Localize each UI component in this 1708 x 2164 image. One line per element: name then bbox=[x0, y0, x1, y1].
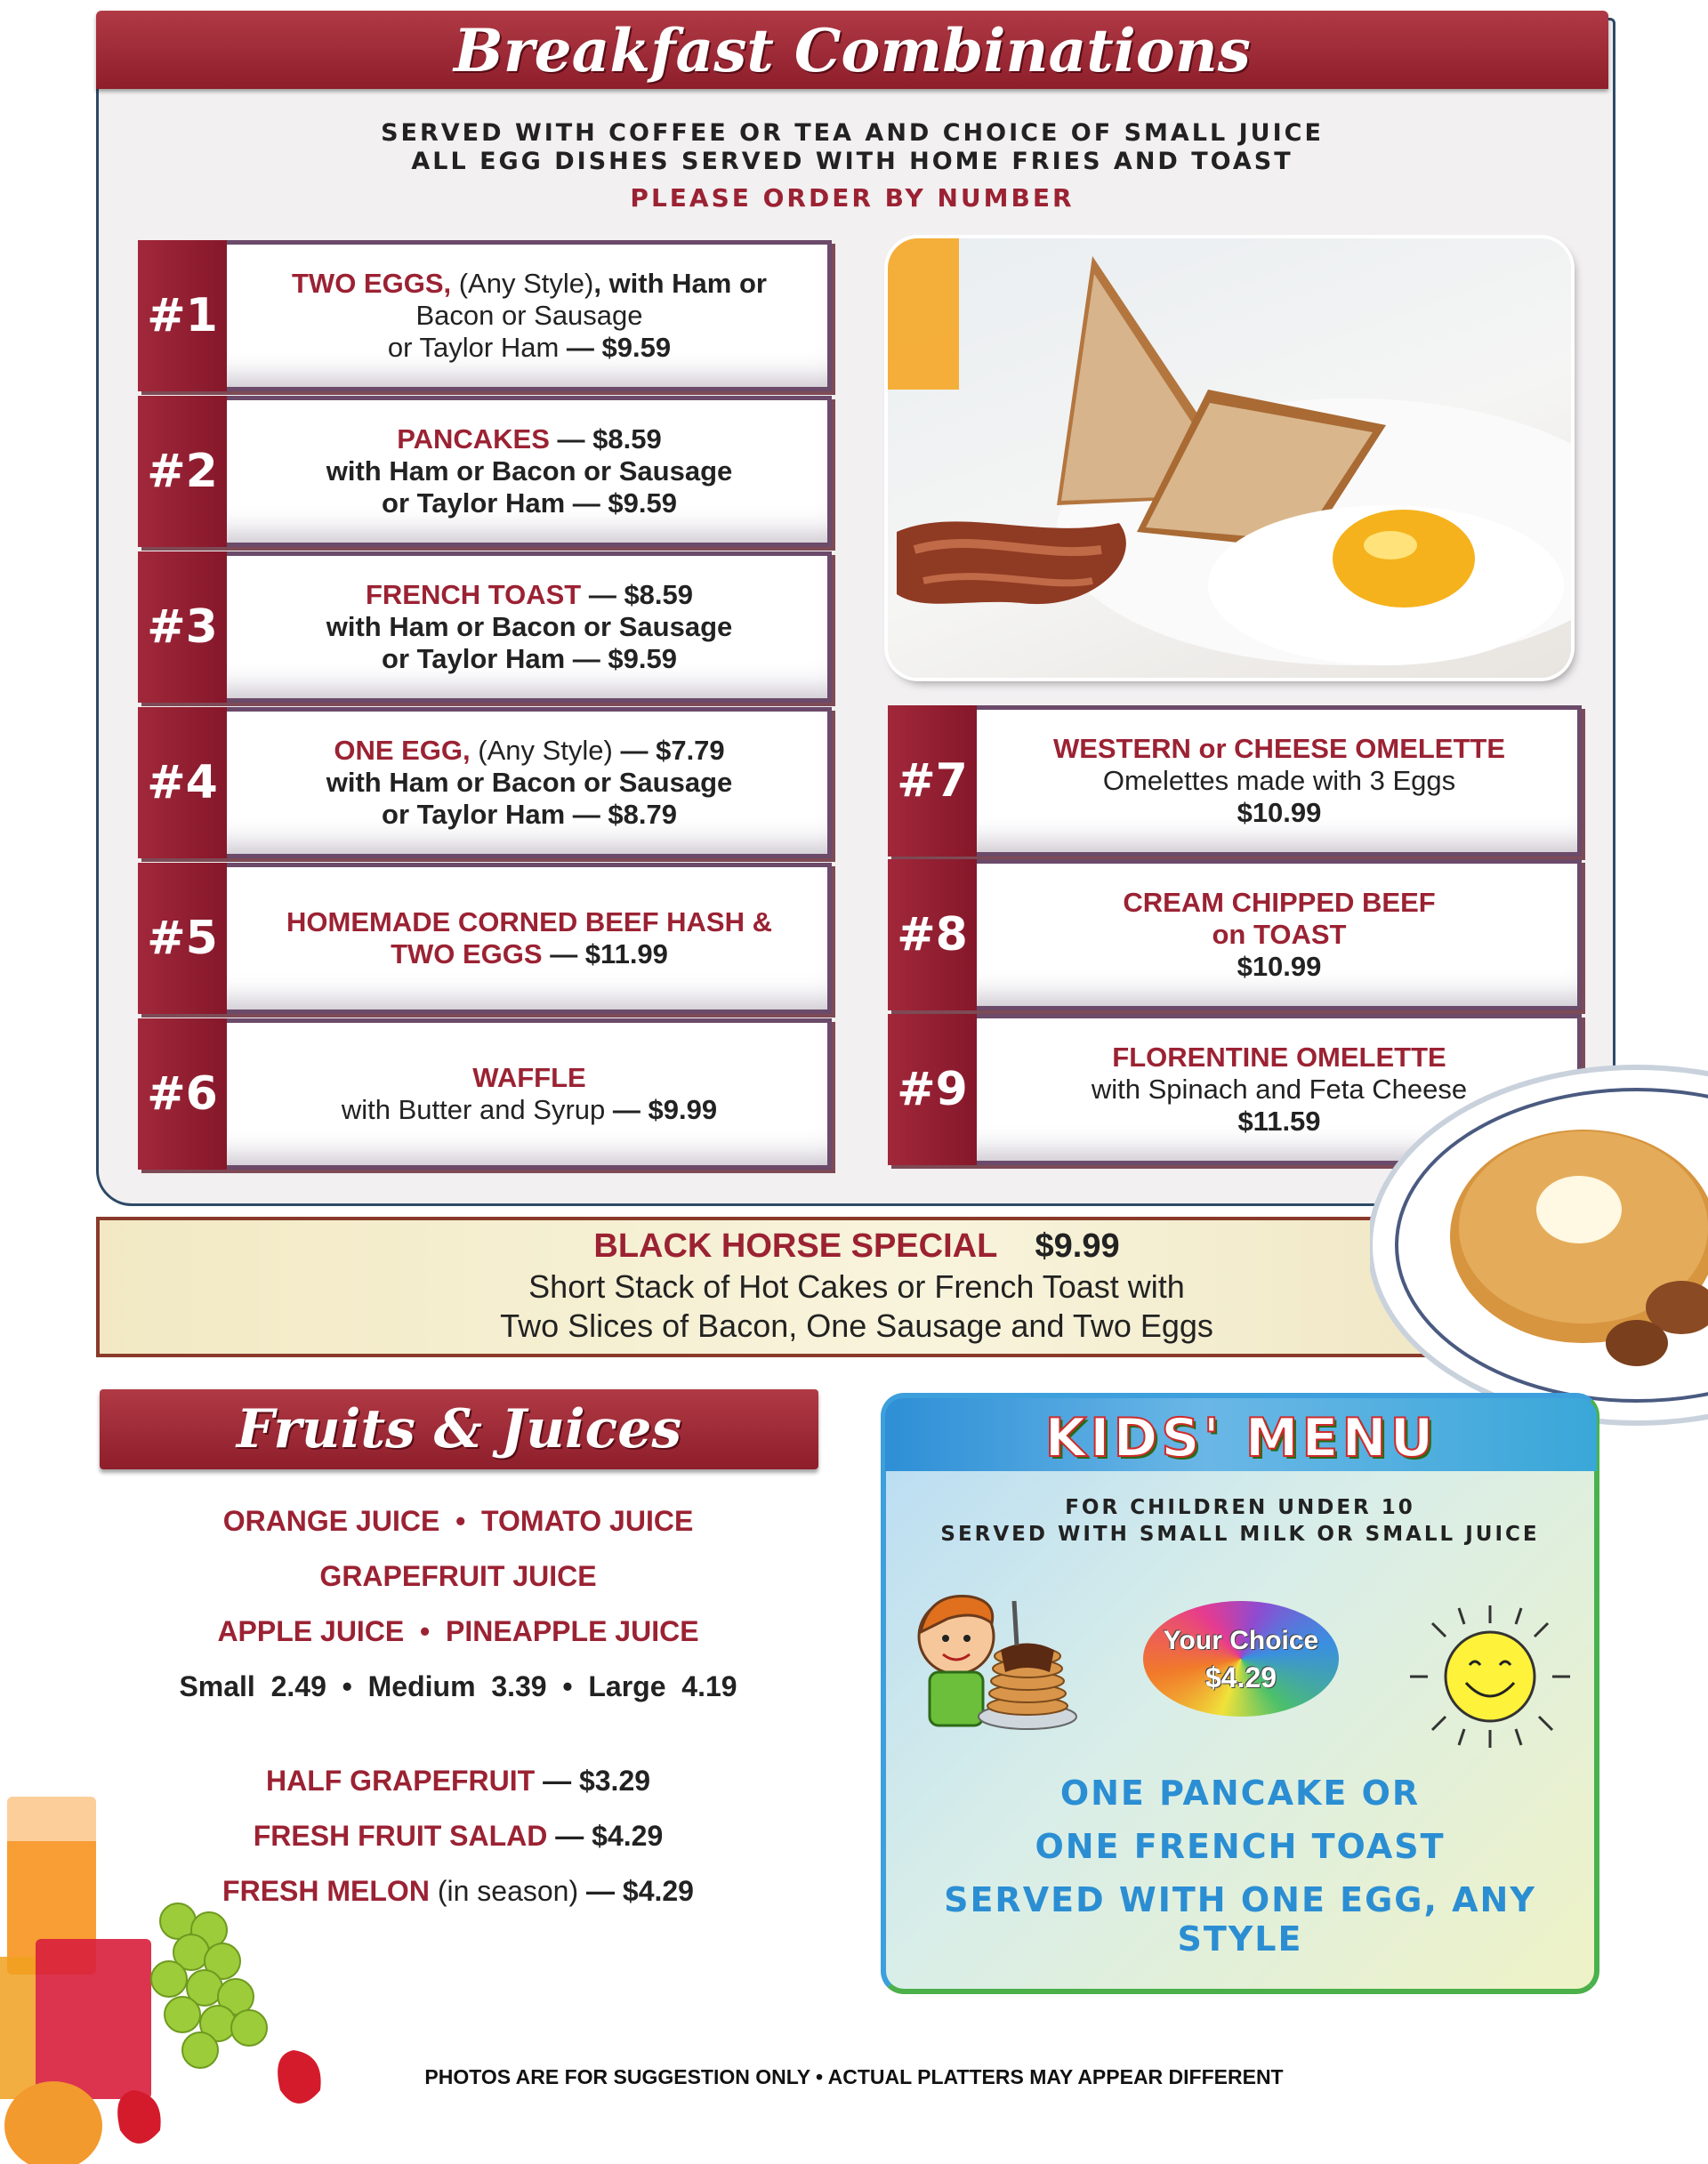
combo-text: with Ham or Bacon or Sausage bbox=[326, 767, 733, 798]
your-choice-badge bbox=[1143, 1601, 1339, 1717]
tomato-juice: TOMATO JUICE bbox=[481, 1505, 694, 1537]
combo-name: ONE EGG, bbox=[334, 735, 471, 766]
your-choice-label: Your Choice bbox=[1163, 1626, 1319, 1655]
combo-6 bbox=[138, 1018, 832, 1170]
kids-line-2: ONE FRENCH TOAST bbox=[1035, 1827, 1446, 1866]
combo-price: — $9.59 bbox=[559, 332, 672, 363]
combo-4 bbox=[138, 707, 832, 858]
fruit-item-name: FRESH FRUIT SALAD bbox=[253, 1820, 548, 1852]
breakfast-photo bbox=[888, 238, 1571, 678]
combo-text: Bacon or Sausage bbox=[415, 300, 643, 331]
combo-name: on TOAST bbox=[1212, 919, 1347, 950]
fruit-item-price: — $3.29 bbox=[535, 1765, 651, 1797]
combo-text: or Taylor Ham — $9.59 bbox=[382, 643, 677, 674]
breakfast-info-line-1: SERVED WITH COFFEE OR TEA AND CHOICE OF SMALL JUICE bbox=[381, 119, 1324, 147]
combo-text: Omelettes made with 3 Eggs bbox=[1102, 765, 1456, 796]
combo-price: — $11.99 bbox=[542, 938, 668, 969]
combo-name: PANCAKES bbox=[397, 423, 550, 455]
fruit-item-name: HALF GRAPEFRUIT bbox=[265, 1765, 536, 1797]
combo-8 bbox=[888, 859, 1582, 1010]
apple-juice: APPLE JUICE bbox=[217, 1615, 405, 1647]
combo-note: (Any Style) bbox=[470, 735, 613, 766]
combo-name: WESTERN or CHEESE OMELETTE bbox=[1052, 733, 1506, 764]
pancake-photo bbox=[1370, 1058, 1708, 1432]
combo-name: CREAM CHIPPED BEEF bbox=[1123, 887, 1436, 918]
combo-price: — $7.79 bbox=[612, 735, 725, 766]
combo-price: — $9.99 bbox=[605, 1094, 718, 1125]
combo-text: with Butter and Syrup bbox=[341, 1094, 606, 1125]
combo-name: WAFFLE bbox=[472, 1062, 586, 1093]
fruits-title: Fruits & Juices bbox=[236, 1398, 682, 1460]
combo-number: #6 bbox=[138, 1018, 227, 1170]
fruit-item-note: (in season) bbox=[429, 1875, 579, 1907]
breakfast-info-line-2: ALL EGG DISHES SERVED WITH HOME FRIES AND TOAST bbox=[411, 148, 1293, 175]
combo-text: with Ham or Bacon or Sausage bbox=[326, 611, 733, 642]
combo-7 bbox=[888, 705, 1582, 857]
combo-name: TWO EGGS bbox=[391, 938, 543, 969]
juice-line-1: ORANGE JUICE • TOMATO JUICE bbox=[222, 1505, 694, 1537]
combo-number: #7 bbox=[888, 705, 977, 857]
combo-text: or Taylor Ham — $9.59 bbox=[382, 487, 677, 519]
combo-text: , with Ham or bbox=[593, 268, 767, 299]
combo-number: #2 bbox=[138, 396, 227, 547]
kids-line-1: ONE PANCAKE OR bbox=[1059, 1774, 1421, 1813]
juice-line-3: APPLE JUICE • PINEAPPLE JUICE bbox=[217, 1615, 699, 1647]
fruit-item-price: — $4.29 bbox=[578, 1875, 694, 1907]
combo-3 bbox=[138, 551, 832, 703]
combo-number: #5 bbox=[138, 863, 227, 1014]
kids-line-3: SERVED WITH ONE EGG, ANY STYLE bbox=[944, 1880, 1536, 1959]
combo-name: HOMEMADE CORNED BEEF HASH & bbox=[286, 906, 772, 937]
photo-disclaimer: PHOTOS ARE FOR SUGGESTION ONLY • ACTUAL PLATTERS MAY APPEAR DIFFERENT bbox=[424, 2065, 1284, 2088]
breakfast-title: Breakfast Combinations bbox=[454, 16, 1251, 85]
combo-price: — $8.59 bbox=[549, 423, 662, 455]
special-name: BLACK HORSE SPECIAL bbox=[593, 1227, 998, 1265]
fruit-item-price: — $4.29 bbox=[547, 1820, 664, 1852]
combo-name: TWO EGGS, bbox=[292, 268, 452, 299]
combo-number: #3 bbox=[138, 551, 227, 703]
order-by-number-note: PLEASE ORDER BY NUMBER bbox=[630, 183, 1075, 213]
special-line-1: Short Stack of Hot Cakes or French Toast with bbox=[528, 1268, 1185, 1305]
kids-price: $4.29 bbox=[1204, 1661, 1277, 1693]
combo-text: with Ham or Bacon or Sausage bbox=[326, 455, 733, 487]
juice-sizes: Small 2.49 • Medium 3.39 • Large 4.19 bbox=[179, 1670, 737, 1702]
combo-number: #4 bbox=[138, 707, 227, 858]
combo-price: $10.99 bbox=[1237, 951, 1322, 982]
combo-5 bbox=[138, 863, 832, 1014]
combo-text: or Taylor Ham — $8.79 bbox=[382, 799, 677, 830]
fruit-juice-photo bbox=[0, 1788, 338, 2164]
sun-icon bbox=[1406, 1601, 1575, 1752]
combo-note: (Any Style) bbox=[451, 268, 594, 299]
combo-1 bbox=[138, 240, 832, 391]
special-price: $9.99 bbox=[1035, 1227, 1120, 1265]
fruit-item-name: FRESH MELON bbox=[222, 1875, 430, 1907]
combo-number: #1 bbox=[138, 240, 227, 391]
combo-text: or Taylor Ham bbox=[387, 332, 560, 363]
orange-juice: ORANGE JUICE bbox=[222, 1505, 440, 1537]
combo-2 bbox=[138, 396, 832, 547]
combo-number: #9 bbox=[888, 1014, 977, 1165]
kids-info-line-1: FOR CHILDREN UNDER 10 bbox=[1065, 1496, 1415, 1519]
kids-info-line-2: SERVED WITH SMALL MILK OR SMALL JUICE bbox=[940, 1523, 1540, 1546]
combo-price: $11.59 bbox=[1237, 1106, 1321, 1137]
combo-name: FLORENTINE OMELETTE bbox=[1112, 1042, 1446, 1073]
kids-menu-title: KIDS' MENU bbox=[1044, 1407, 1438, 1469]
kid-pancakes-illustration bbox=[912, 1583, 1081, 1734]
combo-price: — $8.59 bbox=[581, 579, 694, 610]
combo-text: with Spinach and Feta Cheese bbox=[1091, 1074, 1468, 1105]
grapefruit-juice: GRAPEFRUIT JUICE bbox=[319, 1560, 597, 1592]
combo-name: FRENCH TOAST bbox=[365, 579, 582, 610]
special-line-2: Two Slices of Bacon, One Sausage and Two Eggs bbox=[500, 1307, 1213, 1344]
combo-number: #8 bbox=[888, 859, 977, 1010]
pineapple-juice: PINEAPPLE JUICE bbox=[446, 1615, 699, 1647]
combo-price: $10.99 bbox=[1237, 797, 1322, 828]
